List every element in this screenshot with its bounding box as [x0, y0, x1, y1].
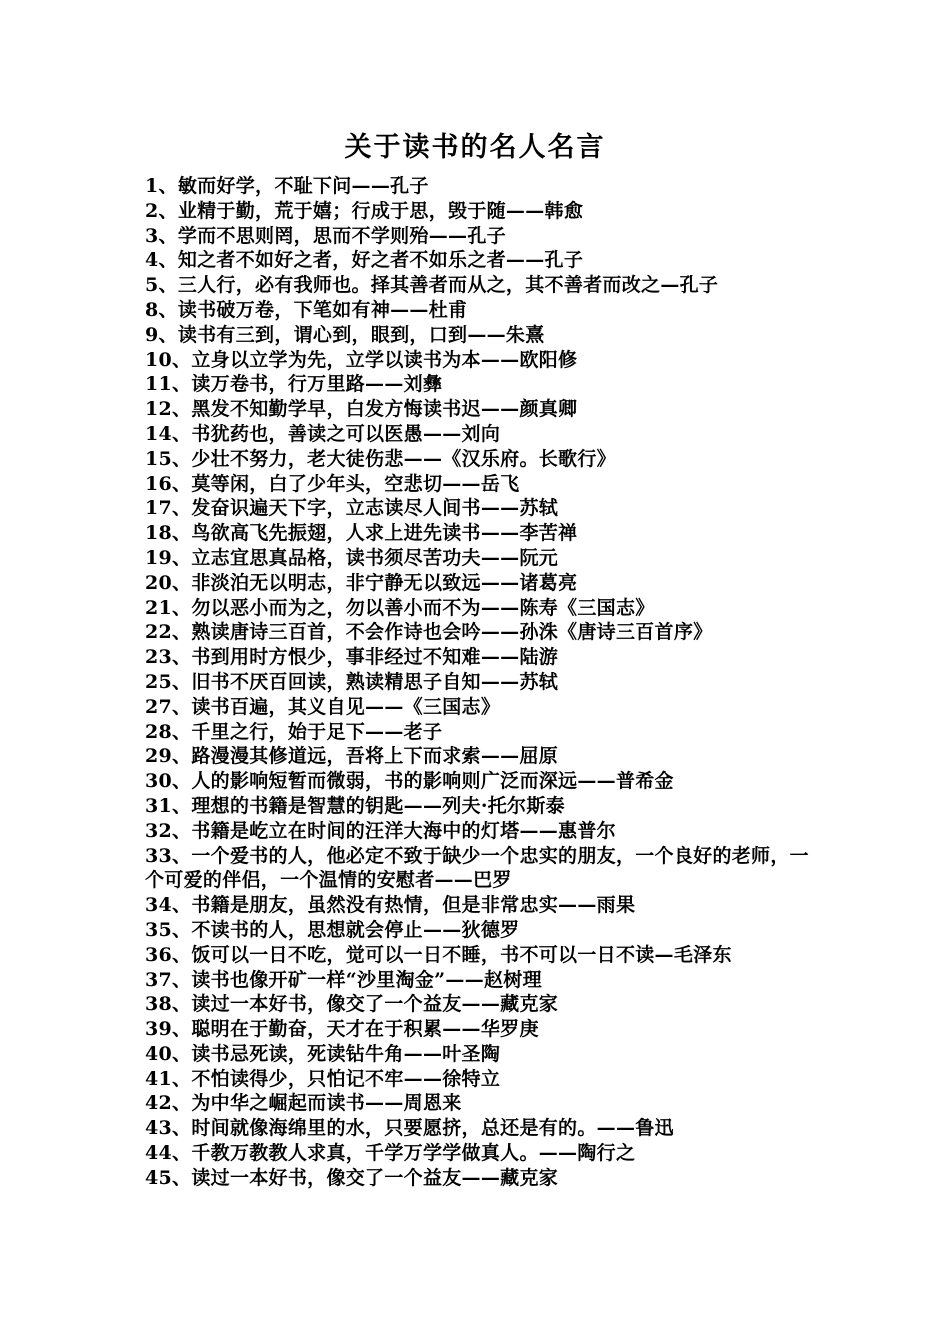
list-item: 11、读万卷书，行万里路——刘彝 [145, 373, 443, 396]
quote-list [145, 174, 815, 1191]
list-item: 20、非淡泊无以明志，非宁静无以致远——诸葛亮 [145, 571, 578, 594]
list-item: 30、人的影响短暂而微弱，书的影响则广泛而深远——普希金 [145, 770, 674, 793]
list-item: 33、一个爱书的人，他必定不致于缺少一个忠实的朋友，一个良好的老师，一个可爱的伴侣，一个温情的安慰者——巴罗 [145, 844, 809, 892]
list-item: 16、莫等闲，白了少年头，空悲切——岳飞 [145, 472, 520, 495]
list-item: 23、书到用时方恨少，事非经过不知难——陆游 [145, 646, 559, 669]
list-item: 37、读书也像开矿一样“沙里淘金”——赵树理 [145, 968, 542, 991]
list-item: 8、读书破万卷，下笔如有神——杜甫 [145, 298, 468, 321]
list-item: 4、知之者不如好之者，好之者不如乐之者——孔子 [145, 249, 584, 272]
list-item: 45、读过一本好书，像交了一个益友——藏克家 [145, 1166, 559, 1189]
list-item: 12、黑发不知勤学早，白发方悔读书迟——颜真卿 [145, 398, 578, 421]
list-item: 38、读过一本好书，像交了一个益友——藏克家 [145, 993, 559, 1016]
list-item: 10、立身以立学为先，立学以读书为本——欧阳修 [145, 348, 578, 371]
list-item: 40、读书忌死读，死读钻牛角——叶圣陶 [145, 1042, 501, 1065]
list-item: 14、书犹药也，善读之可以医愚——刘向 [145, 422, 501, 445]
list-item: 3、学而不思则罔，思而不学则殆——孔子 [145, 224, 506, 247]
list-item: 43、时间就像海绵里的水，只要愿挤，总还是有的。——鲁迅 [145, 1117, 674, 1140]
list-item: 1、敏而好学，不耻下问——孔子 [145, 175, 429, 197]
list-item: 25、旧书不厌百回读，熟读精思子自知——苏轼 [145, 670, 559, 693]
list-item: 5、三人行，必有我师也。择其善者而从之，其不善者而改之—孔子 [145, 274, 719, 297]
list-item: 32、书籍是屹立在时间的汪洋大海中的灯塔——惠普尔 [145, 819, 616, 842]
list-item: 19、立志宜思真品格，读书须尽苦功夫——阮元 [145, 546, 559, 569]
list-item: 41、不怕读得少，只怕记不牢——徐特立 [145, 1067, 501, 1090]
list-item: 44、千教万教教人求真，千学万学学做真人。——陶行之 [145, 1142, 636, 1165]
list-item: 29、路漫漫其修道远，吾将上下而求索——屈原 [145, 745, 559, 768]
list-item: 36、饭可以一日不吃，觉可以一日不睡，书不可以一日不读—毛泽东 [145, 943, 732, 966]
list-item: 31、理想的书籍是智慧的钥匙——列夫·托尔斯泰 [145, 794, 565, 817]
list-item: 21、勿以恶小而为之，勿以善小而不为——陈寿《三国志》 [145, 596, 655, 619]
list-item: 42、为中华之崛起而读书——周恩来 [145, 1092, 462, 1115]
list-item: 35、不读书的人，思想就会停止——狄德罗 [145, 918, 520, 941]
list-item: 17、发奋识遍天下字，立志读尽人间书——苏轼 [145, 497, 559, 520]
list-item: 34、书籍是朋友，虽然没有热情，但是非常忠实——雨果 [145, 894, 636, 917]
list-item: 9、读书有三到，谓心到，眼到，口到——朱熹 [145, 323, 545, 346]
list-item: 28、千里之行，始于足下——老子 [145, 720, 443, 743]
list-item: 22、熟读唐诗三百首，不会作诗也会吟——孙洙《唐诗三百首序》 [145, 621, 713, 644]
page-title: 关于读书的名人名言 [344, 132, 606, 163]
list-item: 15、少壮不努力，老大徒伤悲——《汉乐府。长歌行》 [145, 447, 616, 470]
list-item: 2、业精于勤，荒于嬉；行成于思，毁于随——韩愈 [145, 199, 584, 222]
list-item: 27、读书百遍，其义自见——《三国志》 [145, 695, 501, 718]
list-item: 18、鸟欲高飞先振翅，人求上进先读书——李苦禅 [145, 522, 578, 545]
list-item: 39、聪明在于勤奋，天才在于积累——华罗庚 [145, 1018, 539, 1041]
